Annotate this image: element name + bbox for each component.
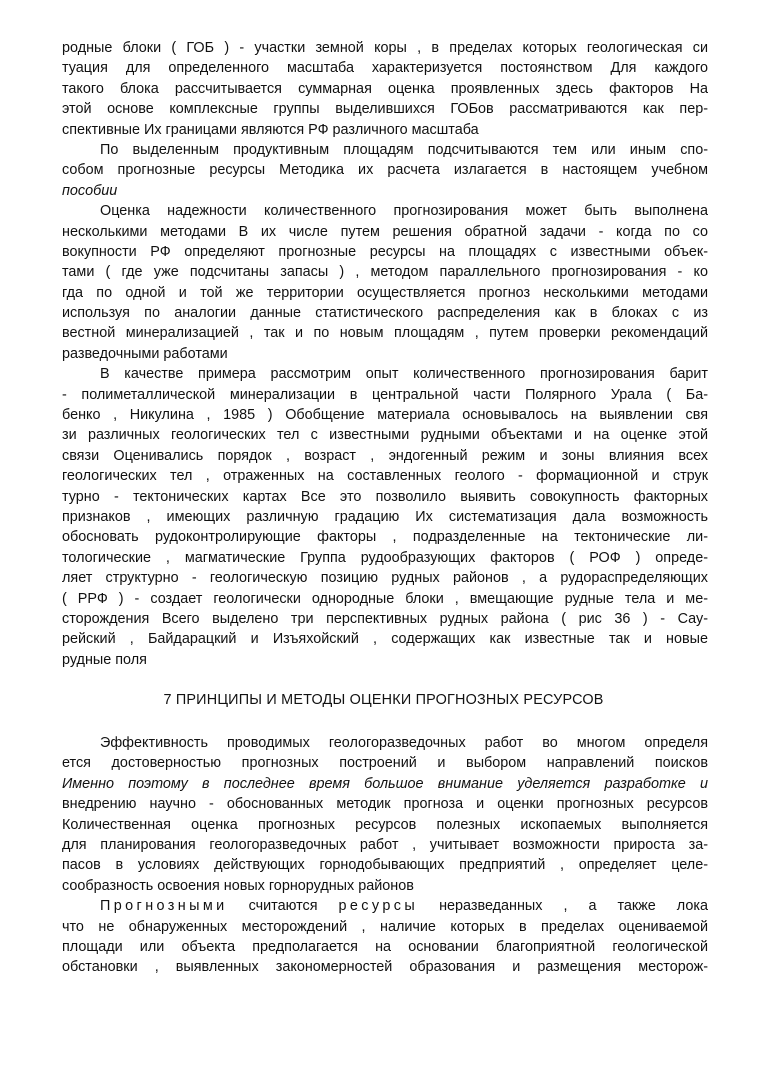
text-line: - полиметаллической минерализации в центральной части Полярного Урала ( Ба- bbox=[62, 386, 708, 403]
text-line: рейский , Байдарацкий и Изъяхойский , содержащих как известные так и новые bbox=[62, 631, 708, 648]
text-line: вокупности РФ определяют прогнозные ресурсы на площадях с известными объек- bbox=[62, 243, 708, 260]
text-line: гда по одной и той же территории осуществляется прогноз несколькими методами bbox=[62, 284, 708, 301]
text-line: рудные поля bbox=[62, 651, 147, 668]
text-line: несколькими методами В их числе путем решения обратной задачи - когда по со bbox=[62, 223, 708, 240]
text-line: тологические , магматические Группа рудообразующих факторов ( РОФ ) опреде- bbox=[62, 549, 708, 566]
text-line: пасов в условиях действующих горнодобывающих предприятий , определяет целе- bbox=[62, 857, 708, 874]
text-line: для планирования геологоразведочных работ , учитывает возможности прироста за- bbox=[62, 836, 708, 853]
text-line: спективные Их границами являются РФ различного масштаба bbox=[62, 121, 479, 138]
section-heading: 7 ПРИНЦИПЫ И МЕТОДЫ ОЦЕНКИ ПРОГНОЗНЫХ РЕСУРСОВ bbox=[163, 692, 604, 708]
text-line: признаков , имеющих различную градацию Их систематизация дала возможность bbox=[62, 508, 708, 525]
text-fragment: неразведанных , а также лока bbox=[418, 898, 708, 915]
text-line: этой основе комплексные группы выделившихся ГОБов рассматриваются как пер- bbox=[62, 101, 708, 118]
text-line: бенко , Никулина , 1985 ) Обобщение материала основывалось на выявлении свя bbox=[62, 407, 708, 424]
text-line-spaced bbox=[62, 896, 708, 916]
text-line: тами ( где уже подсчитаны запасы ) , методом параллельного прогнозирования - ко bbox=[62, 264, 708, 281]
text-line: пособии bbox=[62, 182, 118, 199]
text-line: ( РРФ ) - создает геологически однородные блоки , вмещающие рудные тела и ме- bbox=[62, 590, 708, 607]
text-line: используя по аналогии данные статистического распределения как в блоках с из bbox=[62, 305, 708, 322]
text-line: разведочными работами bbox=[62, 345, 228, 362]
text-line: По выделенным продуктивным площадям подсчитываются тем или иным спо- bbox=[100, 141, 708, 158]
text-line: площади или объекта предполагается на основании благоприятной геологической bbox=[62, 938, 708, 955]
text-line: что не обнаруженных месторождений , наличие которых в пределах оцениваемой bbox=[62, 918, 708, 935]
text-line: ется достоверностью прогнозных построений и выбором направлений поисков bbox=[62, 755, 708, 772]
text-line: турно - тектонических картах Все это позволило выявить совокупность факторных bbox=[62, 488, 708, 505]
text-line: внедрению научно - обоснованных методик прогноза и оценки прогнозных ресурсов bbox=[62, 796, 708, 813]
text-fragment: считаются bbox=[227, 898, 339, 915]
text-line: ляет структурно - геологическую позицию рудных районов , а рудораспределяющих bbox=[62, 570, 708, 587]
spaced-term: Прогнозными bbox=[100, 898, 228, 915]
text-line: связи Оценивались порядок , возраст , эндогенный режим и зоны влияния всех bbox=[62, 447, 708, 464]
text-line: Количественная оценка прогнозных ресурсов полезных ископаемых выполняется bbox=[62, 816, 708, 833]
text-line: родные блоки ( ГОБ ) - участки земной коры , в пределах которых геологическая си bbox=[62, 40, 708, 56]
text-line: вестной минерализацией , так и по новым площадям , путем проверки рекомендаций bbox=[62, 325, 708, 342]
text-line: Эффективность проводимых геологоразведочных работ во многом определя bbox=[100, 735, 708, 751]
text-line: Именно поэтому в последнее время большое внимание уделяется разработке и bbox=[62, 775, 708, 792]
text-line: Оценка надежности количественного прогнозирования может быть выполнена bbox=[100, 203, 708, 220]
text-line: такого блока рассчитывается суммарная оценка проявленных здесь факторов На bbox=[62, 80, 708, 97]
text-line: туация для определенного масштаба характеризуется постоянством Для каждого bbox=[62, 60, 708, 77]
body-text-bottom bbox=[62, 733, 708, 978]
body-text-top bbox=[62, 38, 708, 670]
text-line: зи различных геологических тел с известными рудными объектами и на оценке этой bbox=[62, 427, 708, 444]
text-line: собом прогнозные ресурсы Методика их расчета излагается в настоящем учебном bbox=[62, 162, 708, 179]
spaced-term: ресурсы bbox=[338, 898, 419, 915]
text-line: геологических тел , отраженных на составленных геолого - формационной и струк bbox=[62, 468, 708, 485]
text-line: сообразность освоения новых горнорудных районов bbox=[62, 877, 414, 894]
text-line: сторождения Всего выделено три перспективных рудных района ( рис 36 ) - Сау- bbox=[62, 610, 708, 627]
text-line: обстановки , выявленных закономерностей образования и размещения месторож- bbox=[62, 959, 708, 976]
text-line: обосновать рудоконтролирующие факторы , подразделенные на тектонические ли- bbox=[62, 529, 708, 546]
text-line: В качестве примера рассмотрим опыт количественного прогнозирования барит bbox=[100, 366, 708, 383]
